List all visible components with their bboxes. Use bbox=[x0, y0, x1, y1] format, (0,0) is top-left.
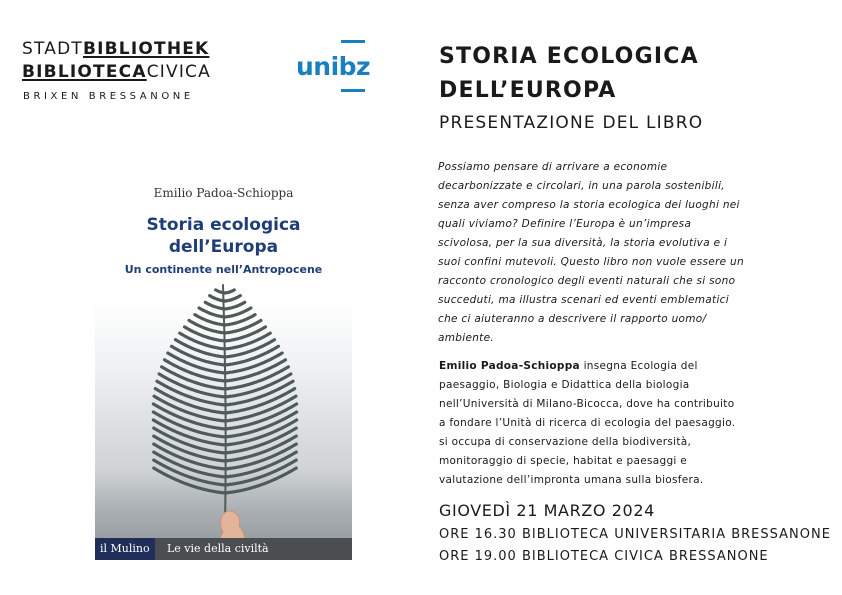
event-description bbox=[438, 158, 758, 348]
event-title-line1: STORIA ECOLOGICA bbox=[439, 44, 699, 69]
book-cover bbox=[95, 180, 352, 560]
publisher-logo: il Mulino bbox=[95, 538, 155, 560]
description-line: ambiente. bbox=[438, 332, 494, 344]
fern-pinna bbox=[225, 381, 293, 405]
fern-pinna bbox=[225, 296, 240, 301]
logo-city: BRIXEN BRESSANONE bbox=[23, 91, 194, 102]
description-line: succeduti, ma illustra scenari ed eventi emblematici bbox=[438, 294, 729, 306]
event-date: GIOVEDÌ 21 MARZO 2024 bbox=[439, 501, 655, 520]
bio-line: monitoraggio di specie, habitat e paesaggi e bbox=[439, 455, 688, 467]
event-time-university: ORE 16.30 BIBLIOTECA UNIVERSITARIA BRESSANONE bbox=[439, 527, 831, 542]
fern-pinna bbox=[225, 302, 246, 309]
event-title-line2: DELL’EUROPA bbox=[439, 78, 617, 103]
cover-title-line1: Storia ecologica bbox=[146, 215, 301, 235]
fern-pinna bbox=[157, 381, 225, 405]
bio-line: nell’Università di Milano-Bicocca, dove ha contribuito bbox=[439, 398, 735, 410]
unibz-wordmark: unibz bbox=[296, 52, 371, 81]
fern-pinna bbox=[159, 374, 225, 397]
logo-line-biblioteca-civica: BIBLIOTECACIVICA bbox=[22, 62, 211, 82]
fern-pinna bbox=[154, 468, 225, 493]
description-line: quali viviamo? Definire l’Europa è un’impresa bbox=[438, 218, 692, 230]
fern-pinna bbox=[225, 290, 235, 294]
series-name: Le vie della civiltà bbox=[167, 542, 269, 555]
description-line: Possiamo pensare di arrivare a economie bbox=[438, 161, 668, 173]
logo-line-stadtbibliothek: STADTBIBLIOTHEK bbox=[22, 39, 210, 59]
cover-subtitle: Un continente nell’Antropocene bbox=[124, 263, 323, 276]
event-subtitle: PRESENTAZIONE DEL LIBRO bbox=[439, 113, 704, 133]
author-bio bbox=[439, 357, 759, 490]
unibz-bar-top bbox=[341, 40, 365, 43]
bio-line: a fondare l’Unità di ricerca di ecologia del paesaggio. bbox=[439, 417, 736, 429]
fern-pinna bbox=[225, 468, 296, 493]
fern-pinna bbox=[225, 374, 291, 397]
event-time-civic: ORE 19.00 BIBLIOTECA CIVICA BRESSANONE bbox=[439, 549, 769, 564]
bio-line: Emilio Padoa-Schioppa insegna Ecologia del bbox=[439, 360, 698, 372]
fern-image bbox=[95, 180, 352, 560]
cover-title-line2: dell’Europa bbox=[168, 237, 279, 257]
unibz-bar-bottom bbox=[341, 89, 365, 92]
bio-line: si occupa di conservazione della biodiversità, bbox=[439, 436, 692, 448]
description-line: scivolosa, per la sua diversità, la storia evolutiva e i bbox=[438, 237, 728, 249]
description-line: racconto cronologico degli eventi naturali che si sono bbox=[438, 275, 736, 287]
bio-author-name: Emilio Padoa-Schioppa bbox=[439, 360, 580, 372]
fern-pinna bbox=[204, 302, 225, 309]
description-line: senza aver compreso la storia ecologica dei luoghi nei bbox=[438, 199, 740, 211]
bio-line: paesaggio, Biologia e Didattica della biologia bbox=[439, 379, 690, 391]
event-title bbox=[439, 40, 699, 108]
description-line: che ci aiuteranno a descrivere il rapporto uomo/ bbox=[438, 313, 707, 325]
cover-author: Emilio Padoa-Schioppa bbox=[153, 186, 294, 200]
description-line: suoi confini mutevoli. Questo libro non vuole essere un bbox=[438, 256, 744, 268]
description-line: decarbonizzate e circolari, in una parola sostenibili, bbox=[438, 180, 725, 192]
bio-line: valutazione dell’impronta umana sulla biosfera. bbox=[439, 474, 704, 486]
